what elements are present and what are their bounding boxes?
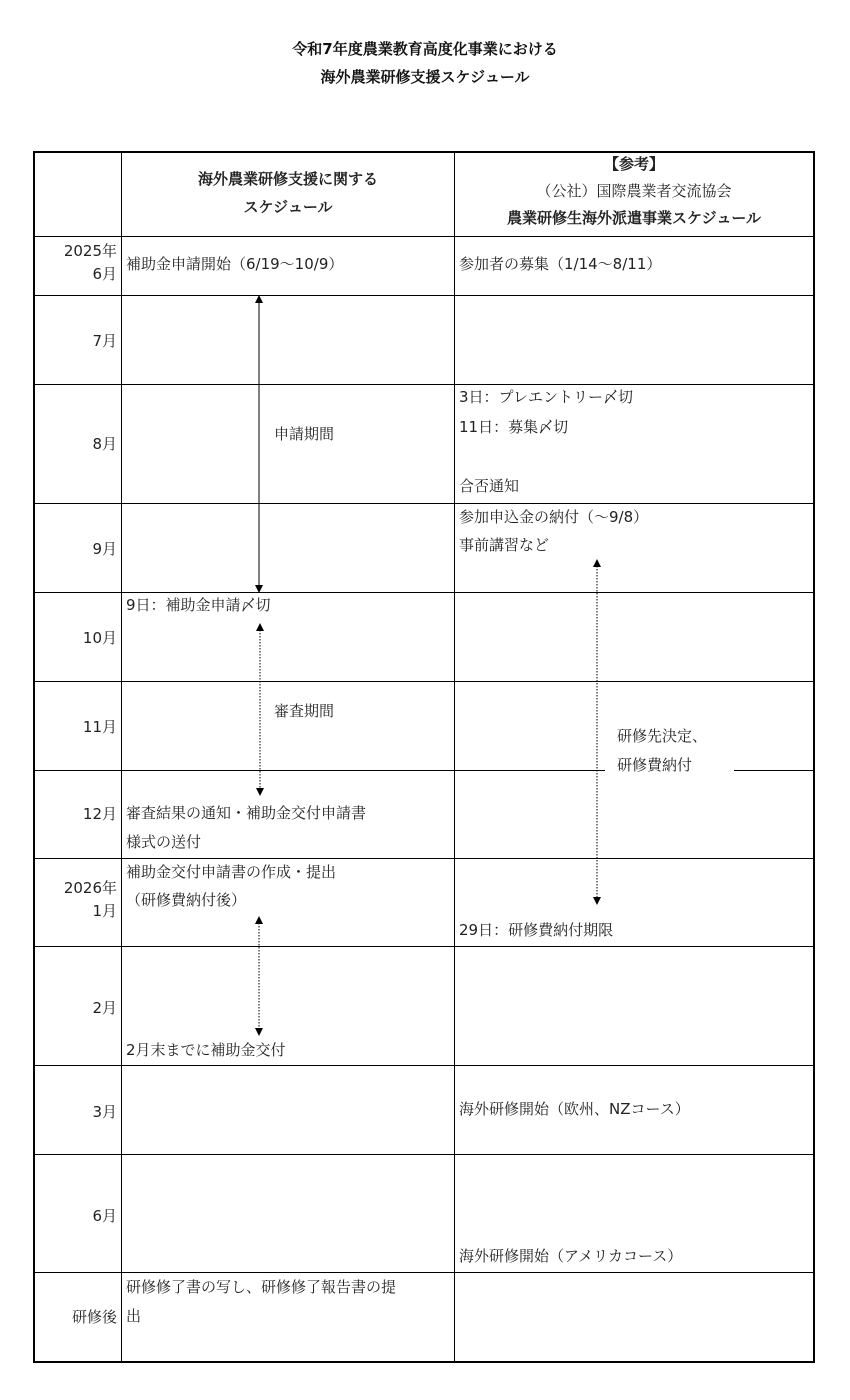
left-after-line1: 研修修了書の写し、研修修了報告書の提	[126, 1278, 397, 1296]
right-aug-line3: 合否通知	[459, 477, 520, 495]
header-right-line2: （公社）国際農業者交流協会	[536, 182, 732, 200]
right-jan-text: 29日：研修費納付期限	[459, 921, 614, 939]
application-period-label: 申請期間	[274, 425, 335, 443]
header-right-line3: 農業研修生海外派遣事業スケジュール	[506, 209, 762, 227]
left-after-line2: 出	[126, 1307, 142, 1325]
month-oct: 10月	[82, 629, 117, 647]
document-title-line1: 令和7年度農業教育高度化事業における	[292, 40, 558, 58]
left-feb-text: 2月末までに補助金交付	[126, 1041, 286, 1059]
month-after-training: 研修後	[71, 1308, 117, 1326]
left-dec-line2: 様式の送付	[126, 833, 202, 851]
left-jan-line2: （研修費納付後）	[126, 891, 247, 909]
month-nov: 11月	[82, 718, 117, 736]
month-sep: 9月	[92, 540, 117, 558]
right-aug-line2: 11日：募集〆切	[459, 418, 569, 436]
left-jan-line1: 補助金交付申請書の作成・提出	[126, 863, 337, 881]
right-mar-text: 海外研修開始（欧州、NZコース）	[459, 1100, 690, 1118]
month-jun-2026: 6月	[92, 1207, 117, 1225]
header-left-line2: スケジュール	[243, 198, 333, 216]
year-label: 2025年	[63, 242, 117, 260]
right-jun-text: 参加者の募集（1/14～8/11）	[459, 255, 662, 273]
month-dec: 12月	[82, 805, 117, 823]
header-right-line1: 【参考】	[603, 155, 664, 173]
header-left-line1: 海外農業研修支援に関する	[197, 170, 378, 188]
right-sep-line2: 事前講習など	[459, 536, 550, 554]
right-nov-line2: 研修費納付	[617, 756, 693, 774]
month-aug: 8月	[92, 435, 117, 453]
year-label: 2026年	[63, 879, 117, 897]
month-feb: 2月	[92, 999, 117, 1017]
review-period-label: 審査期間	[274, 702, 335, 720]
right-sep-line1: 参加申込金の納付（～9/8）	[459, 508, 649, 526]
document-title-line2: 海外農業研修支援スケジュール	[320, 68, 530, 86]
right-jun2-text: 海外研修開始（アメリカコース）	[459, 1247, 683, 1265]
left-oct-text: 9日：補助金申請〆切	[126, 596, 271, 614]
right-nov-line1: 研修先決定、	[617, 727, 708, 745]
month-label: 6月	[92, 265, 117, 284]
month-jul: 7月	[92, 332, 117, 350]
month-label: 1月	[92, 902, 117, 921]
left-dec-line1: 審査結果の通知・補助金交付申請書	[126, 804, 367, 822]
month-mar: 3月	[92, 1103, 117, 1121]
right-aug-line1: 3日：プレエントリー〆切	[459, 388, 633, 406]
left-jun-text: 補助金申請開始（6/19～10/9）	[126, 255, 344, 273]
